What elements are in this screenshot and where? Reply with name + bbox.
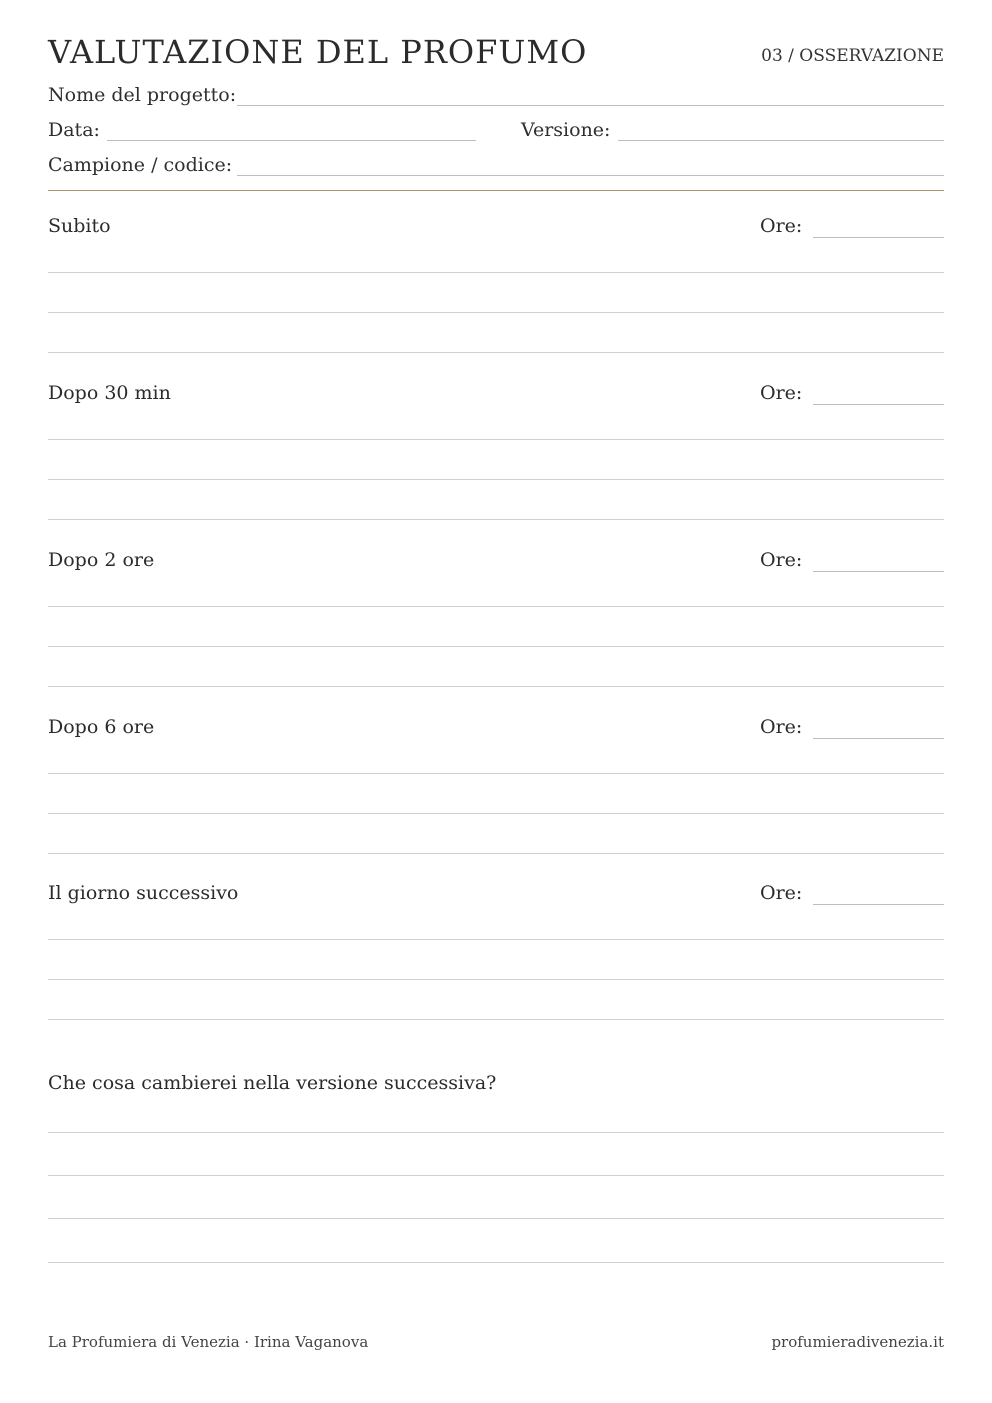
page-title: VALUTAZIONE DEL PROFUMO (48, 33, 588, 71)
page-tag: 03 / OSSERVAZIONE (761, 46, 944, 66)
note-line[interactable] (48, 519, 944, 520)
note-line[interactable] (48, 606, 944, 607)
project-name-label: Nome del progetto: (48, 84, 237, 106)
date-field[interactable] (107, 140, 476, 141)
project-name-field[interactable] (237, 105, 944, 106)
note-line[interactable] (48, 1175, 944, 1176)
note-line[interactable] (48, 1132, 944, 1133)
note-line[interactable] (48, 773, 944, 774)
final-question-title: Che cosa cambierei nella versione successiva? (48, 1072, 497, 1094)
note-line[interactable] (48, 439, 944, 440)
footer-credit: La Profumiera di Venezia · Irina Vaganova (48, 1333, 369, 1351)
note-line[interactable] (48, 813, 944, 814)
header-divider (48, 190, 944, 191)
ore-label: Ore: (760, 382, 803, 404)
sample-code-field[interactable] (237, 175, 944, 176)
note-line[interactable] (48, 979, 944, 980)
ore-field[interactable] (813, 571, 944, 572)
note-line[interactable] (48, 312, 944, 313)
version-label: Versione: (521, 119, 611, 141)
sample-code-label: Campione / codice: (48, 154, 233, 176)
note-line[interactable] (48, 479, 944, 480)
date-label: Data: (48, 119, 100, 141)
note-line[interactable] (48, 686, 944, 687)
note-line[interactable] (48, 939, 944, 940)
ore-field[interactable] (813, 904, 944, 905)
note-line[interactable] (48, 646, 944, 647)
ore-label: Ore: (760, 882, 803, 904)
version-field[interactable] (618, 140, 944, 141)
note-line[interactable] (48, 1019, 944, 1020)
section-title: Subito (48, 215, 111, 237)
footer-website: profumieradivenezia.it (771, 1333, 944, 1351)
note-line[interactable] (48, 1262, 944, 1263)
ore-field[interactable] (813, 738, 944, 739)
ore-label: Ore: (760, 716, 803, 738)
note-line[interactable] (48, 853, 944, 854)
section-title: Dopo 6 ore (48, 716, 155, 738)
ore-field[interactable] (813, 237, 944, 238)
ore-label: Ore: (760, 549, 803, 571)
note-line[interactable] (48, 352, 944, 353)
section-title: Dopo 2 ore (48, 549, 155, 571)
section-title: Dopo 30 min (48, 382, 171, 404)
section-title: Il giorno successivo (48, 882, 239, 904)
note-line[interactable] (48, 1218, 944, 1219)
note-line[interactable] (48, 272, 944, 273)
ore-field[interactable] (813, 404, 944, 405)
ore-label: Ore: (760, 215, 803, 237)
